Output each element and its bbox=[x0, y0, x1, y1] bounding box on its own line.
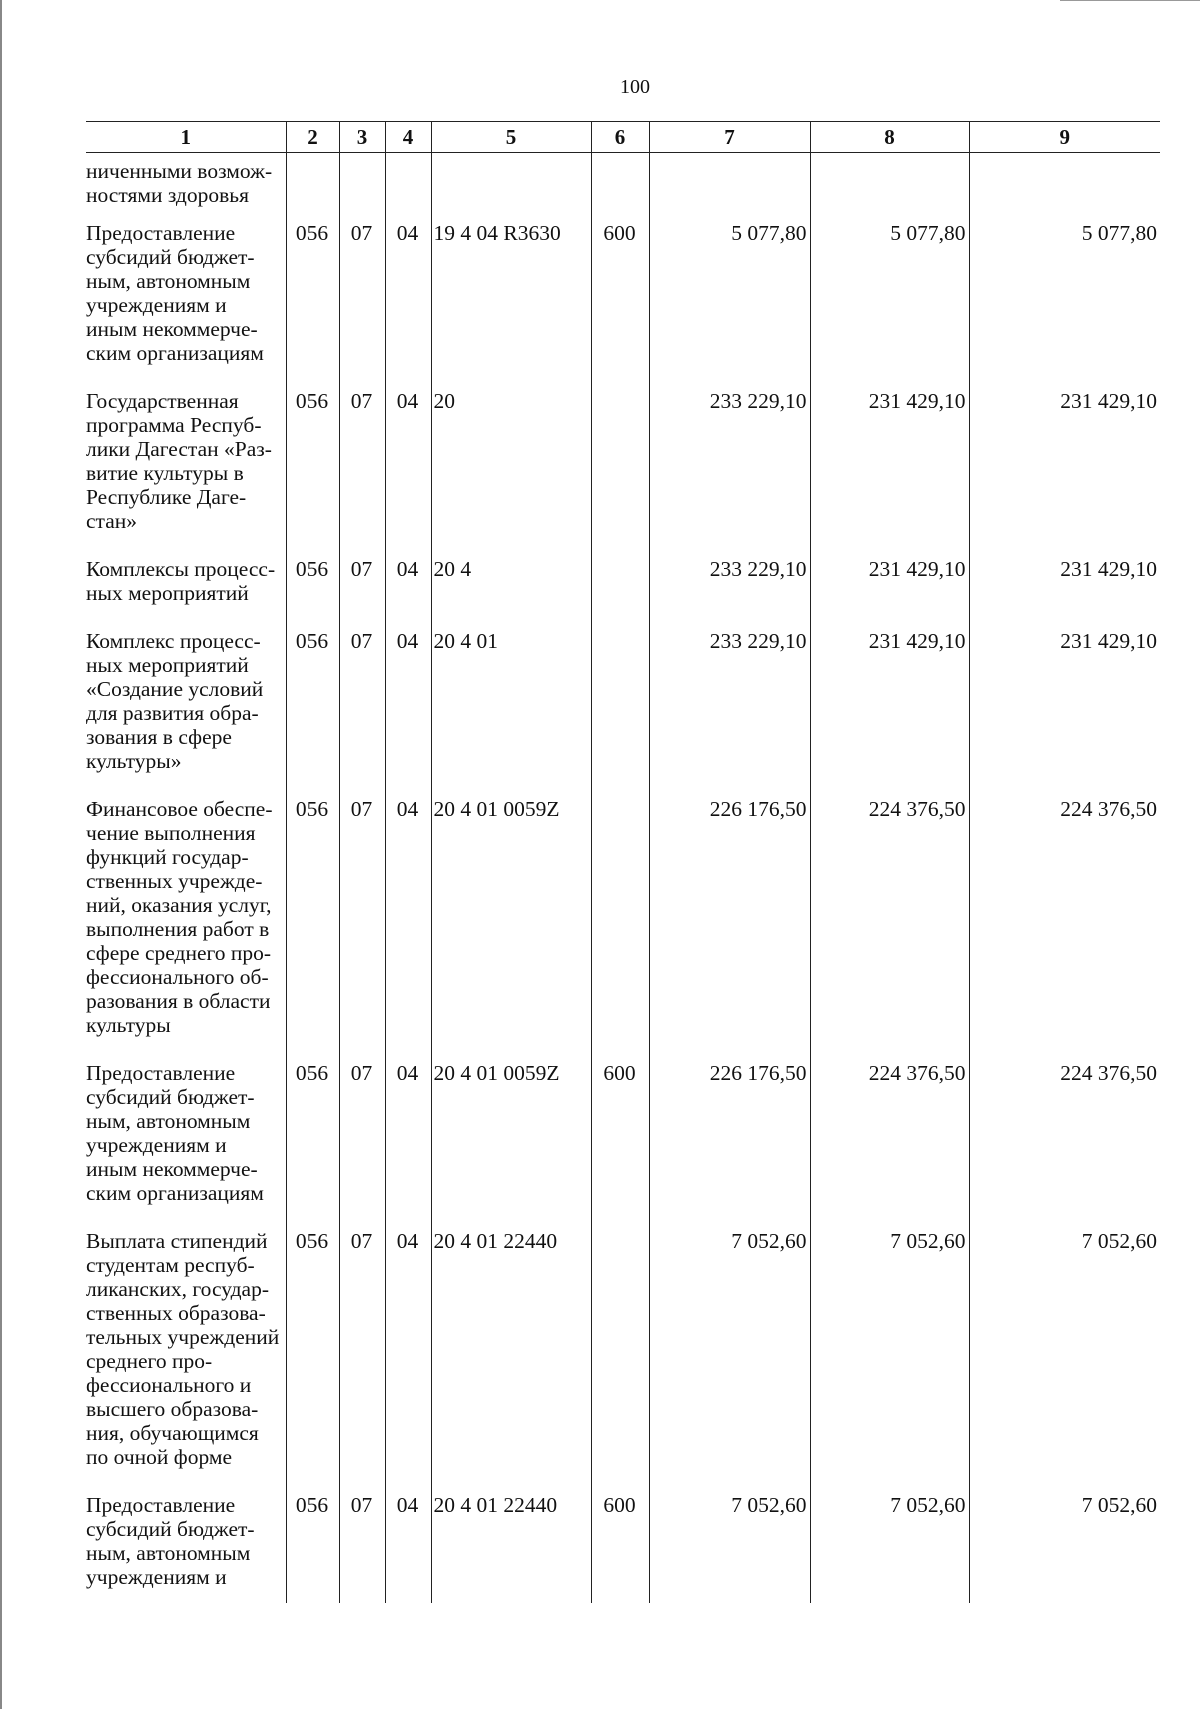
row-amount-col7: 233 229,10 bbox=[649, 629, 810, 797]
row-amount-col8 bbox=[810, 153, 969, 222]
row-description: Предоставление субсидий бюджетным, автономным учреждениям и иным некоммерческим организациям bbox=[86, 221, 264, 365]
row-target-article: 20 4 01 bbox=[431, 629, 591, 797]
row-subsection-code: 04 bbox=[385, 389, 431, 557]
row-ministry-code: 056 bbox=[286, 1061, 339, 1229]
page-number: 100 bbox=[620, 76, 650, 98]
table-row bbox=[86, 1229, 1160, 1493]
row-description: Предоставление субсидий бюджетным, автономным учреждениям и bbox=[86, 1493, 255, 1589]
row-ministry-code: 056 bbox=[286, 1229, 339, 1493]
row-amount-col9: 231 429,10 bbox=[969, 389, 1160, 557]
row-section-code: 07 bbox=[339, 629, 385, 797]
row-ministry-code: 056 bbox=[286, 557, 339, 629]
row-description: Государственная программа Республики Дагестан «Развитие культуры в Республике Дагестан» bbox=[86, 389, 272, 533]
table-row bbox=[86, 153, 1160, 222]
table-row bbox=[86, 629, 1160, 797]
row-subsection-code bbox=[385, 153, 431, 222]
table-row bbox=[86, 389, 1160, 557]
row-section-code: 07 bbox=[339, 389, 385, 557]
row-ministry-code: 056 bbox=[286, 629, 339, 797]
row-amount-col9: 224 376,50 bbox=[969, 1061, 1160, 1229]
row-ministry-code bbox=[286, 153, 339, 222]
top-rule bbox=[1060, 0, 1200, 1]
header-col-5: 5 bbox=[431, 122, 591, 153]
row-target-article: 19 4 04 R3630 bbox=[431, 221, 591, 389]
row-expense-type bbox=[591, 1229, 649, 1493]
row-section-code: 07 bbox=[339, 797, 385, 1061]
header-col-7: 7 bbox=[649, 122, 810, 153]
row-amount-col9: 231 429,10 bbox=[969, 629, 1160, 797]
row-expense-type bbox=[591, 797, 649, 1061]
row-amount-col8: 5 077,80 bbox=[810, 221, 969, 389]
page-left-edge bbox=[0, 0, 2, 1709]
row-amount-col7: 233 229,10 bbox=[649, 389, 810, 557]
row-amount-col9: 224 376,50 bbox=[969, 797, 1160, 1061]
row-expense-type: 600 bbox=[591, 1493, 649, 1603]
row-amount-col8: 224 376,50 bbox=[810, 1061, 969, 1229]
row-amount-col7: 7 052,60 bbox=[649, 1229, 810, 1493]
row-description: Комплекс процессных мероприятий «Создание условий для развития образования в сфере культуры» bbox=[86, 629, 264, 773]
header-col-1: 1 bbox=[86, 122, 286, 153]
budget-table bbox=[86, 121, 1160, 1603]
row-description: Финансовое обеспечение выполнения функций государственных учреждений, оказания услуг, выполнения работ в сфере среднего профессионального образования в области культуры bbox=[86, 797, 273, 1037]
row-description: ниченными возможностями здоровья bbox=[86, 159, 273, 207]
row-target-article: 20 4 01 22440 bbox=[431, 1493, 591, 1603]
row-amount-col9: 7 052,60 bbox=[969, 1493, 1160, 1603]
row-target-article: 20 4 01 0059Z bbox=[431, 797, 591, 1061]
row-description: Предоставление субсидий бюджетным, автономным учреждениям и иным некоммерческим организациям bbox=[86, 1061, 264, 1205]
row-amount-col9: 231 429,10 bbox=[969, 557, 1160, 629]
row-expense-type bbox=[591, 389, 649, 557]
row-target-article: 20 4 01 22440 bbox=[431, 1229, 591, 1493]
row-ministry-code: 056 bbox=[286, 221, 339, 389]
row-section-code bbox=[339, 153, 385, 222]
row-target-article: 20 4 01 0059Z bbox=[431, 1061, 591, 1229]
row-amount-col9 bbox=[969, 153, 1160, 222]
header-col-6: 6 bbox=[591, 122, 649, 153]
row-description: Комплексы процессных мероприятий bbox=[86, 557, 276, 605]
row-expense-type: 600 bbox=[591, 221, 649, 389]
row-amount-col8: 231 429,10 bbox=[810, 557, 969, 629]
row-subsection-code: 04 bbox=[385, 221, 431, 389]
row-amount-col7: 233 229,10 bbox=[649, 557, 810, 629]
row-amount-col8: 7 052,60 bbox=[810, 1229, 969, 1493]
row-section-code: 07 bbox=[339, 221, 385, 389]
header-col-8: 8 bbox=[810, 122, 969, 153]
header-col-4: 4 bbox=[385, 122, 431, 153]
row-amount-col8: 231 429,10 bbox=[810, 389, 969, 557]
table-row bbox=[86, 1061, 1160, 1229]
table-row bbox=[86, 557, 1160, 629]
row-subsection-code: 04 bbox=[385, 1493, 431, 1603]
row-amount-col7: 226 176,50 bbox=[649, 1061, 810, 1229]
row-amount-col7: 5 077,80 bbox=[649, 221, 810, 389]
table-row bbox=[86, 1493, 1160, 1603]
row-subsection-code: 04 bbox=[385, 629, 431, 797]
table-row bbox=[86, 797, 1160, 1061]
header-col-2: 2 bbox=[286, 122, 339, 153]
row-amount-col7: 7 052,60 bbox=[649, 1493, 810, 1603]
row-ministry-code: 056 bbox=[286, 389, 339, 557]
row-section-code: 07 bbox=[339, 1061, 385, 1229]
row-description: Выплата стипендий студентам республиканских, государственных образовательных учреждений среднего профессионального и высшего образования, обучающимся по очной форме bbox=[86, 1229, 280, 1469]
row-amount-col8: 224 376,50 bbox=[810, 797, 969, 1061]
row-expense-type bbox=[591, 557, 649, 629]
row-amount-col7 bbox=[649, 153, 810, 222]
row-amount-col8: 231 429,10 bbox=[810, 629, 969, 797]
row-section-code: 07 bbox=[339, 1493, 385, 1603]
row-subsection-code: 04 bbox=[385, 797, 431, 1061]
row-amount-col7: 226 176,50 bbox=[649, 797, 810, 1061]
row-target-article: 20 4 bbox=[431, 557, 591, 629]
header-col-9: 9 bbox=[969, 122, 1160, 153]
table-row bbox=[86, 221, 1160, 389]
row-subsection-code: 04 bbox=[385, 1229, 431, 1493]
row-target-article bbox=[431, 153, 591, 222]
table-body bbox=[86, 153, 1160, 1604]
row-expense-type bbox=[591, 629, 649, 797]
row-target-article: 20 bbox=[431, 389, 591, 557]
row-amount-col8: 7 052,60 bbox=[810, 1493, 969, 1603]
row-amount-col9: 5 077,80 bbox=[969, 221, 1160, 389]
header-col-3: 3 bbox=[339, 122, 385, 153]
row-ministry-code: 056 bbox=[286, 1493, 339, 1603]
row-amount-col9: 7 052,60 bbox=[969, 1229, 1160, 1493]
row-subsection-code: 04 bbox=[385, 557, 431, 629]
row-subsection-code: 04 bbox=[385, 1061, 431, 1229]
row-section-code: 07 bbox=[339, 1229, 385, 1493]
row-ministry-code: 056 bbox=[286, 797, 339, 1061]
row-expense-type bbox=[591, 153, 649, 222]
table-header bbox=[86, 122, 1160, 153]
row-section-code: 07 bbox=[339, 557, 385, 629]
row-expense-type: 600 bbox=[591, 1061, 649, 1229]
